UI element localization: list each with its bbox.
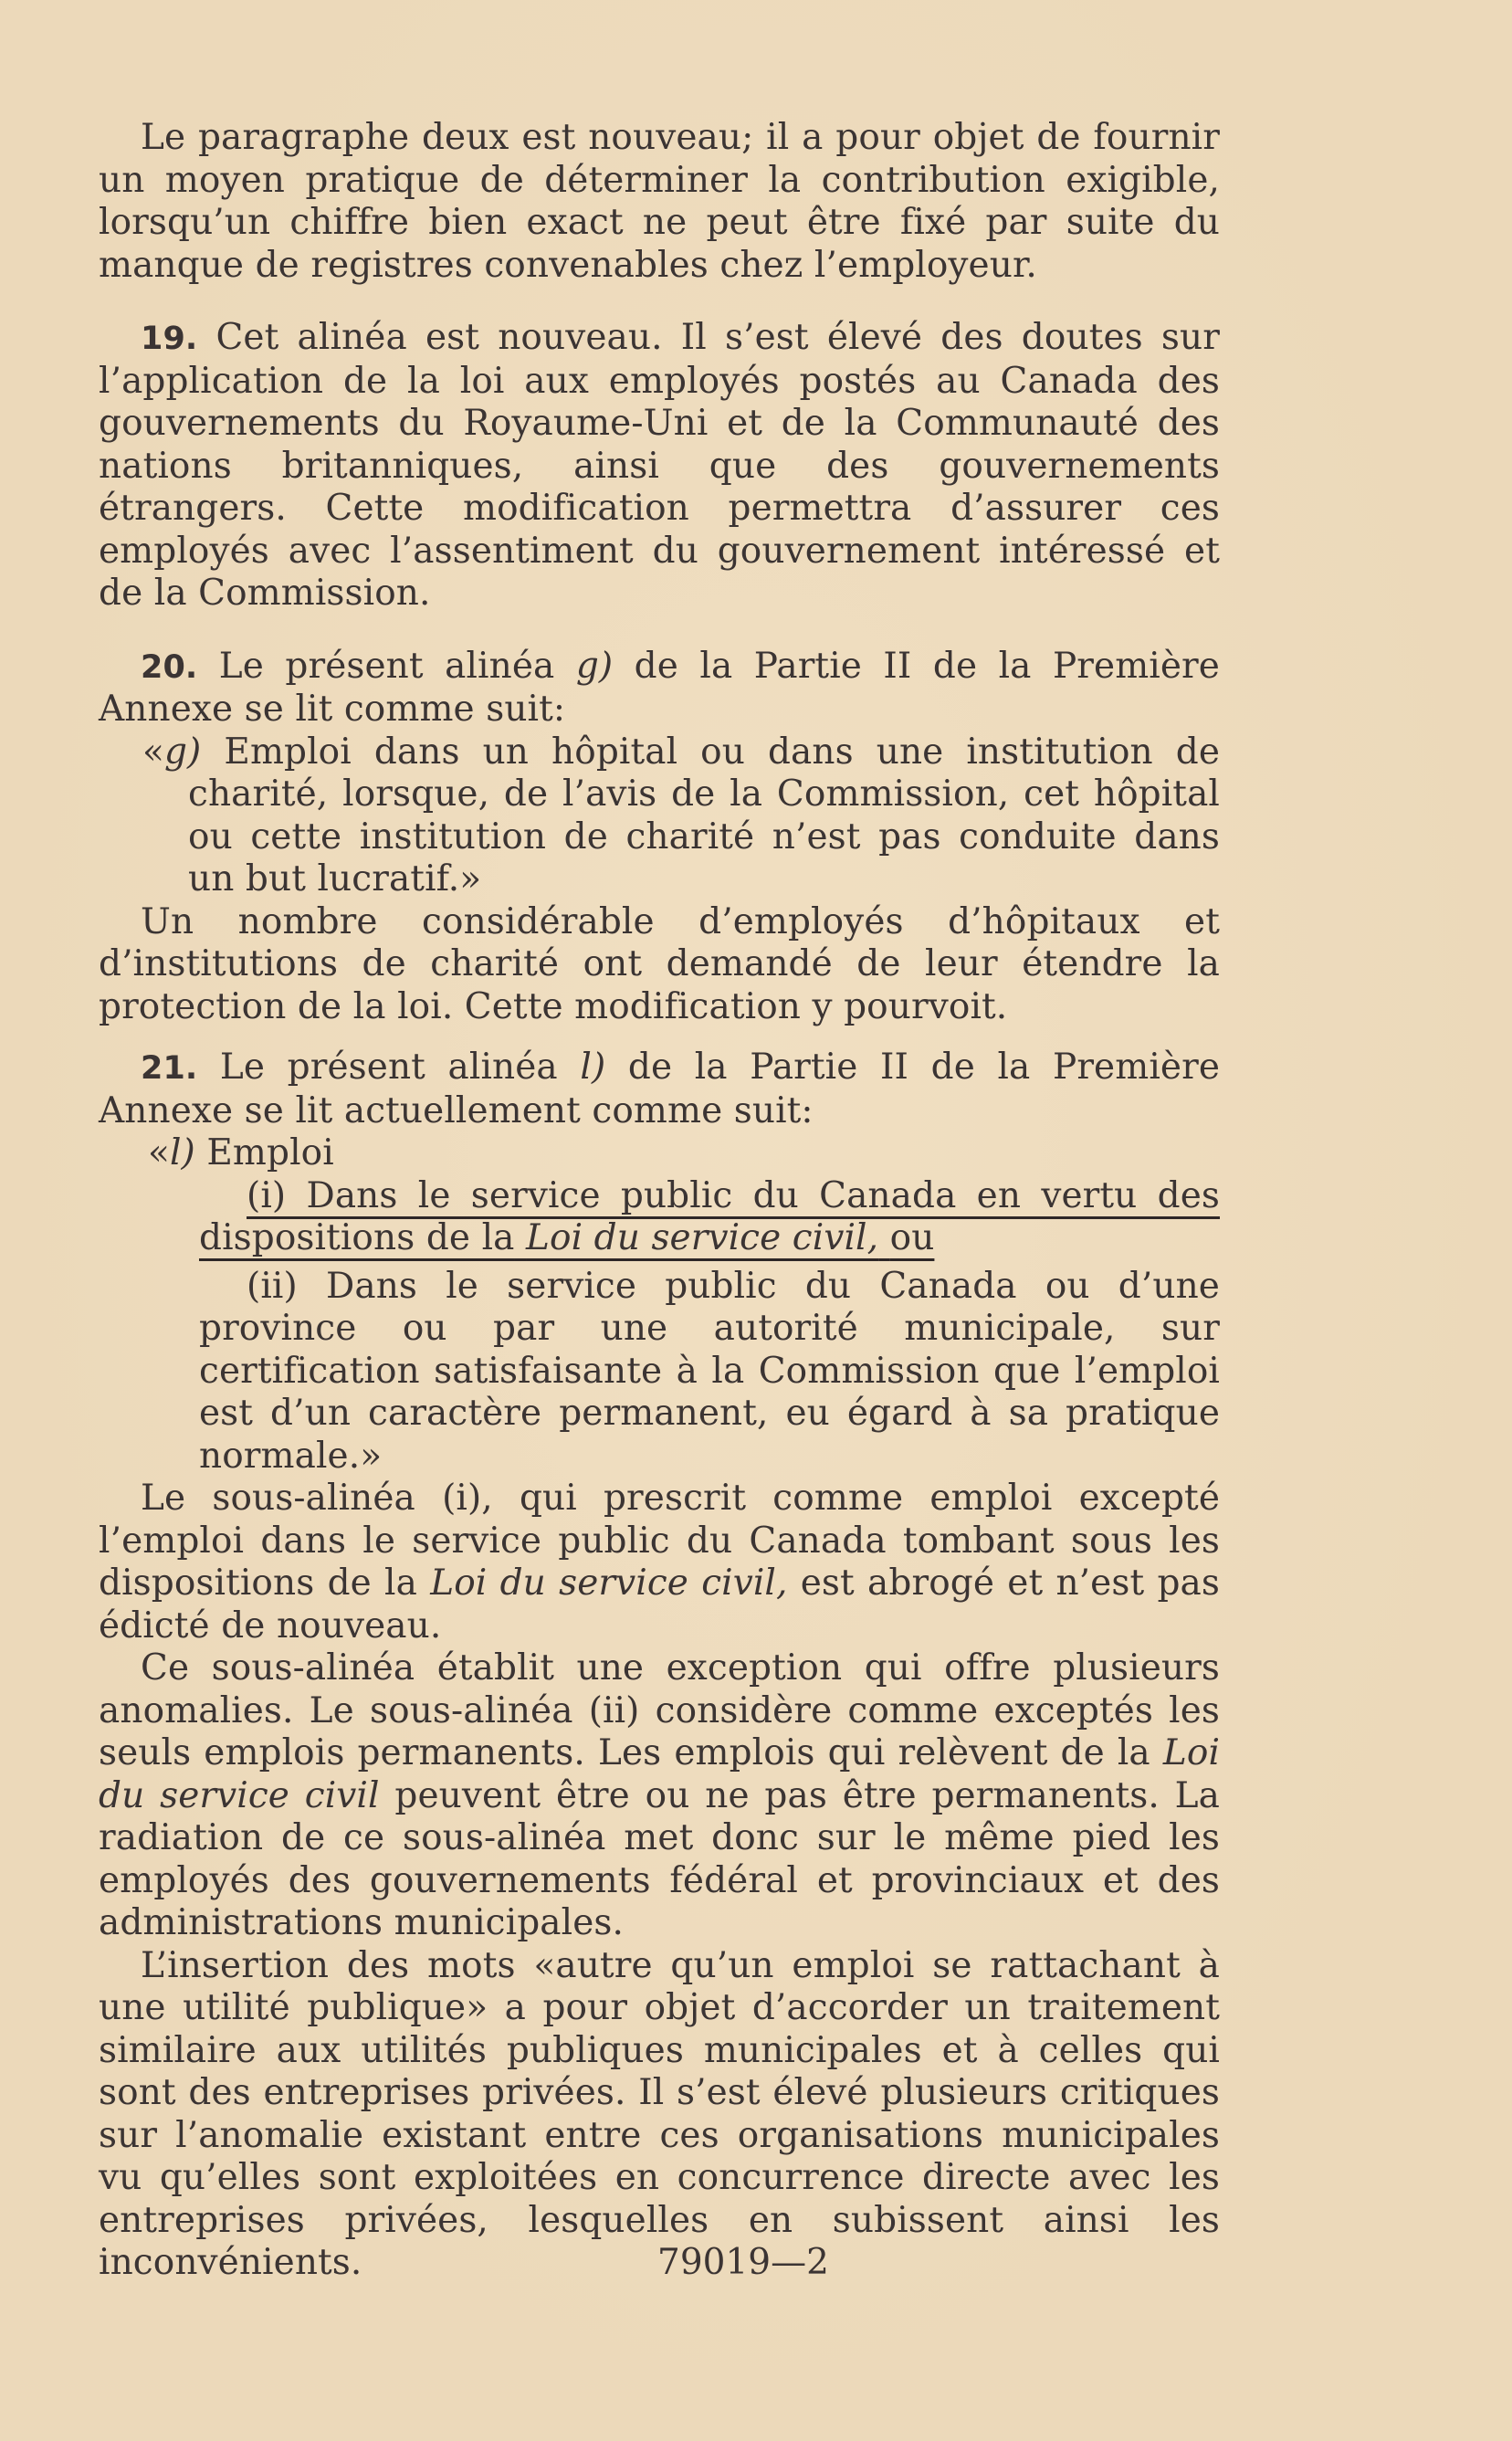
paragraph-section-18-note bbox=[99, 117, 1220, 287]
paragraph-text: Le paragraphe deux est nouveau; il a pour objet de fournir un moyen pratique de déterminer la contribution exigible, lorsqu’un chiffre bien exact ne peut être fixé par suite du manque de registres convenables chez l’employeur. bbox=[99, 117, 1220, 286]
intro-text: Le présent alinéa bbox=[219, 1047, 558, 1088]
paragraph-text-end: est abrogé et n’est pas édicté de nouveau. bbox=[99, 1562, 1220, 1647]
section-number: 21. bbox=[141, 1050, 198, 1087]
struck-subclause-i bbox=[99, 1175, 1220, 1260]
subclause-ii bbox=[99, 1266, 1220, 1478]
law-title: Loi du service civil, bbox=[430, 1562, 788, 1604]
clause-letter: g) bbox=[575, 645, 614, 687]
subclause-text: (i) Dans le service public du Canada en vertu des dispositions de la bbox=[199, 1174, 1220, 1258]
paragraph-section-21-comment-2 bbox=[99, 1647, 1220, 1945]
intro-text-end: de la Partie II de la Première Annexe se lit comme suit: bbox=[99, 645, 1220, 730]
section-number: 19. bbox=[141, 321, 198, 357]
quote-open: « bbox=[142, 731, 164, 773]
quote-open: « bbox=[148, 1132, 170, 1173]
paragraph-section-21-comment-1 bbox=[99, 1478, 1220, 1647]
paragraph-section-19 bbox=[99, 317, 1220, 616]
law-title: Loi du service civil, bbox=[526, 1217, 879, 1258]
subclause-text-end: ou bbox=[889, 1217, 935, 1258]
paragraph-text: Le sous-alinéa (i), qui prescrit comme emploi excepté l’emploi dans le service public du Canada tombant sous les dispositions de la bbox=[99, 1478, 1220, 1604]
paragraph-section-21-comment-3 bbox=[99, 1945, 1220, 2285]
document-body bbox=[99, 117, 1220, 2285]
section-number: 20. bbox=[141, 648, 198, 686]
law-title: Loi du service civil bbox=[99, 1732, 1221, 1816]
subclause-text: (ii) Dans le service public du Canada ou d’une province ou par une autorité municipale, sur certification satisfaisante à la Commission que l’emploi est d’un caractère permanent, eu égard à sa pratique normale.» bbox=[199, 1265, 1220, 1477]
quoted-clause-l-head bbox=[99, 1132, 1220, 1175]
page-number bbox=[0, 2242, 1512, 2283]
quote-head: Emploi bbox=[206, 1132, 334, 1173]
paragraph-text: Un nombre considérable d’employés d’hôpitaux et d’institutions de charité ont demandé de leur étendre la protection de la loi. Cette modification y pourvoit. bbox=[99, 900, 1220, 1027]
paragraph-section-21-intro bbox=[99, 1047, 1220, 1132]
paragraph-text: Cet alinéa est nouveau. Il s’est élevé des doutes sur l’application de la loi aux employés postés au Canada des gouvernements du Royaume-Uni et de la Communauté des nations britanniques, ainsi que des gouvernements étrangers. Cette modification permettra d’assurer ces employés avec l’assentiment du gouvernement intéressé et de la Commission. bbox=[99, 317, 1220, 614]
paragraph-text: L’insertion des mots «autre qu’un emploi se rattachant à une utilité publique» a pour objet d’accorder un traitement similaire aux utilités publiques municipales et à celles qui sont des entreprises privées. Il s’est élevé plusieurs critiques sur l’anomalie existant entre ces organisations municipales vu qu’elles sont exploitées en concurrence directe avec les entreprises privées, lesquelles en subissent ainsi les inconvénients. bbox=[99, 1944, 1220, 2283]
clause-letter: l) bbox=[580, 1047, 606, 1088]
quote-text: Emploi dans un hôpital ou dans une institution de charité, lorsque, de l’avis de la Commission, cet hôpital ou cette institution de charité n’est pas conduite dans un but lucratif.» bbox=[188, 731, 1220, 900]
page-number-text: 79019—2 bbox=[657, 2242, 829, 2283]
quoted-clause-g bbox=[99, 731, 1220, 901]
paragraph-text-end: peuvent être ou ne pas être permanents. La radiation de ce sous-alinéa met donc sur le même pied les employés des gouvernements fédéral et provinciaux et des administrations municipales. bbox=[99, 1774, 1221, 1943]
intro-text-end: de la Partie II de la Première Annexe se lit actuellement comme suit: bbox=[99, 1047, 1220, 1131]
paragraph-text: Ce sous-alinéa établit une exception qui offre plusieurs anomalies. Le sous-alinéa (ii) considère comme exceptés les seuls emplois permanents. Les emplois qui relèvent de la bbox=[99, 1647, 1220, 1773]
clause-letter: l) bbox=[169, 1132, 195, 1173]
paragraph-section-20-comment bbox=[99, 901, 1220, 1029]
paragraph-section-20-intro bbox=[99, 646, 1220, 731]
clause-letter: g) bbox=[163, 731, 202, 773]
intro-text: Le présent alinéa bbox=[218, 645, 555, 687]
